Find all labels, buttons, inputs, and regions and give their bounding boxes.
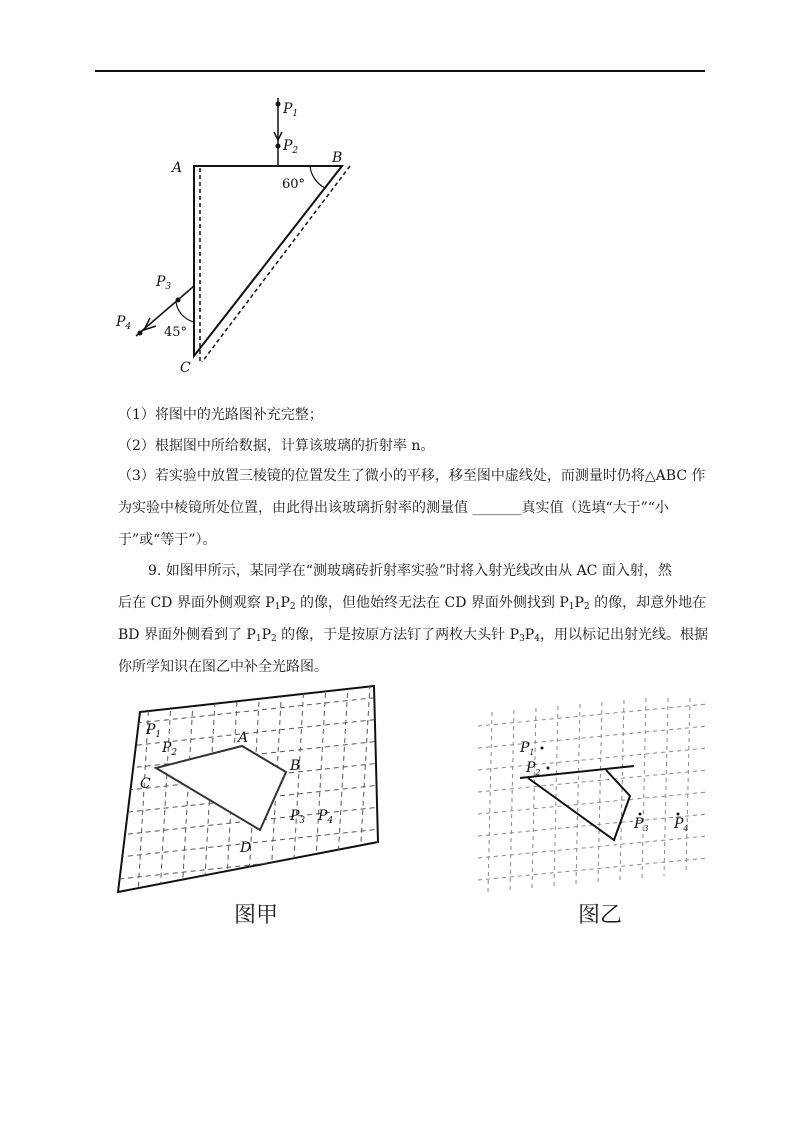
label-a: A — [172, 160, 183, 176]
angle-b-label: 60° — [282, 177, 306, 192]
question-2: （2）根据图中所给数据，计算该玻璃的折射率 n。 — [118, 438, 435, 454]
label-p2: $P_2$ — [162, 740, 178, 758]
label-p1: $P_1$ — [283, 101, 299, 119]
pin-p3 — [176, 298, 181, 303]
problem9-line2: 后在 CD 界面外侧观察 $P_1P_2$ 的像，但他始终无法在 CD 界面外侧找到 $P_1P_2$ 的像，却意外地在 — [118, 595, 707, 612]
pin-p2 — [547, 767, 550, 770]
question-1: （1）将图中的光路图补充完整； — [118, 407, 323, 423]
figure-yi — [468, 696, 718, 896]
label-a: A — [238, 730, 249, 746]
label-p2: $P_2$ — [283, 138, 299, 156]
caption-yi: 图乙 — [578, 903, 623, 928]
question-3-line1: （3）若实验中放置三棱镜的位置发生了微小的平移，移至图中虚线处，而测量时仍将△ABC 作 — [118, 468, 706, 484]
label-p1: $P_1$ — [520, 740, 535, 757]
pin-p1 — [276, 102, 281, 107]
header-rule — [95, 70, 705, 72]
label-p2: $P_2$ — [526, 760, 541, 777]
grid-lines — [478, 698, 708, 892]
problem9-line1: 9. 如图甲所示，某同学在“测玻璃砖折射率实验”时将入射光线改由从 AC 面入射，然 — [148, 563, 672, 579]
label-p4: $P_4$ — [318, 808, 334, 826]
label-p4: $P_4$ — [674, 816, 689, 833]
answer-blank[interactable]: _______ — [472, 500, 522, 516]
figure-jia — [110, 684, 390, 894]
label-p3: $P_3$ — [290, 808, 306, 826]
angle-c-label: 45° — [164, 325, 188, 340]
angle-arc-c — [176, 302, 194, 322]
prism-figure — [110, 90, 380, 380]
label-b: B — [290, 758, 301, 774]
problem9-line4: 你所学知识在图乙中补全光路图。 — [118, 659, 328, 675]
label-p3: $P_3$ — [634, 816, 649, 833]
label-c: C — [180, 360, 191, 376]
angle-arc-b — [310, 166, 325, 188]
question-3-line2: 为实验中棱镜所处位置，由此得出该玻璃折射率的测量值 _______真实值（选填“大于”“小 — [118, 500, 669, 516]
label-c: C — [140, 776, 151, 792]
label-p4: $P_4$ — [116, 314, 132, 332]
caption-jia: 图甲 — [234, 903, 279, 928]
problem9-line3: BD 界面外侧看到了 $P_1P_2$ 的像，于是按原方法钉了两枚大头针 $P_3P_4$，用以标记出射光线。根据 — [118, 627, 708, 644]
label-b: B — [332, 150, 343, 166]
label-p1: $P_1$ — [146, 722, 162, 740]
pin-p2 — [276, 144, 281, 149]
triangle-abc — [194, 166, 342, 356]
question-3-line3: 于”或“等于”）。 — [118, 532, 217, 548]
label-d: D — [240, 840, 252, 856]
pin-p4 — [138, 331, 143, 336]
label-p3: $P_3$ — [156, 274, 172, 292]
pin-p1 — [541, 747, 544, 750]
dashed-edge-bc — [202, 166, 350, 362]
